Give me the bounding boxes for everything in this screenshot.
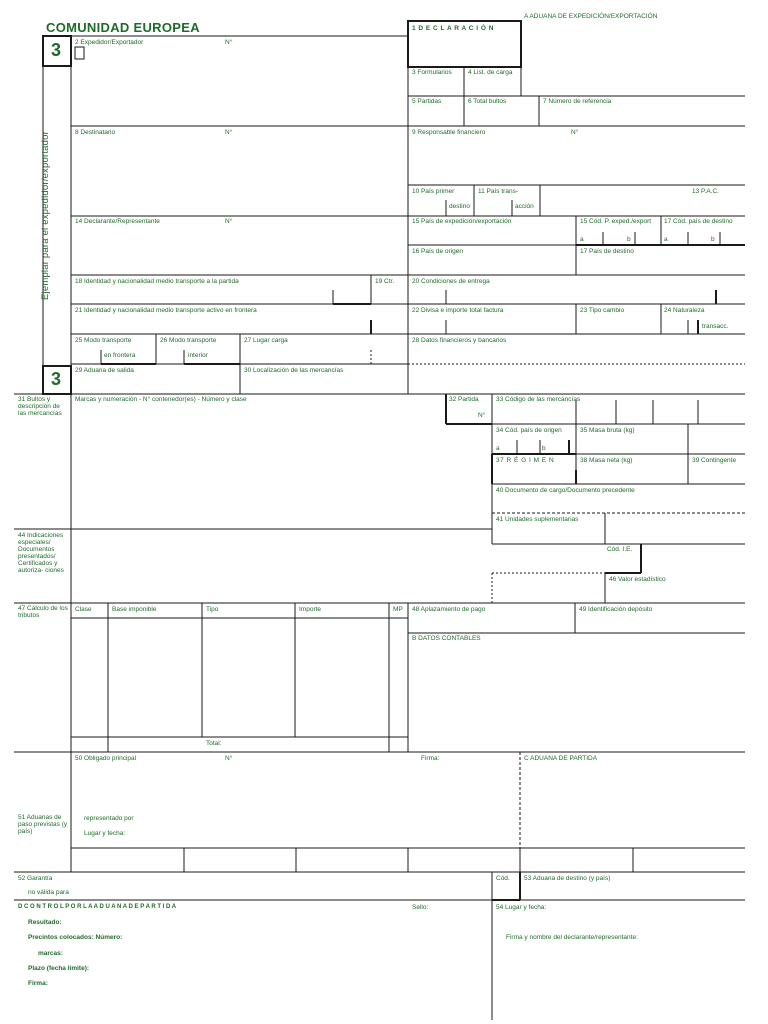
field-8-no-label: N° (225, 129, 233, 136)
field-7-label: 7 Número de referencia (543, 98, 612, 105)
field-24-label: 24 Naturaleza (664, 307, 705, 314)
field-52-label: 52 Garantía (18, 875, 53, 882)
field-15a: a (580, 236, 584, 243)
field-53-label: 53 Aduana de destino (y país) (524, 875, 611, 882)
field-9-label: 9 Responsable financiero (412, 129, 486, 136)
copy-label: Ejemplar para el expedidor/exportador (40, 131, 51, 300)
field-40-label: 40 Documento de cargo/Documento precedente (496, 487, 635, 494)
field-15b: b (627, 236, 631, 243)
field-33-label: 33 Código de las mercancías (496, 396, 581, 403)
field-6-label: 6 Total bultos (468, 98, 507, 105)
field-21-label: 21 Identidad y nacionalidad medio transporte activo en frontera (75, 307, 257, 314)
field-11-label: 11 País trans- (478, 188, 518, 195)
field-17-label: 17 País de destino (580, 248, 634, 255)
field-ie-code-label: Cód. I.E. (607, 546, 633, 553)
field-3-label: 3 Formularios (412, 69, 452, 76)
field-26-sub: interior (188, 352, 208, 359)
field-8-label: 8 Destinatario (75, 129, 116, 136)
accounting-data-input[interactable] (412, 645, 742, 749)
field-10-sub: destino (449, 203, 470, 210)
place-date-label: Lugar y fecha: (84, 830, 126, 837)
field-49-label: 49 Identificación depósito (579, 606, 653, 613)
seal-marks-label: marcas: (38, 950, 63, 957)
represented-by-label: representado por (84, 815, 134, 822)
not-valid-for-label: no válida para (28, 889, 69, 896)
field-29-label: 29 Aduana de salida (75, 367, 134, 374)
declarant-input[interactable] (75, 230, 405, 272)
field-23-label: 23 Tipo cambio (580, 307, 625, 314)
deadline-label: Plazo (fecha límite): (28, 965, 90, 972)
field-52-code-label: Cód. (496, 875, 510, 882)
copy-number-top: 3 (51, 40, 62, 60)
field-51-label: 51 Aduanas de paso previstas (y país) (18, 814, 68, 835)
field-19-label: 19 Ctr. (375, 278, 395, 285)
field-22-label: 22 Divisa e importe total factura (412, 307, 504, 314)
tax-class-header: Clase (75, 606, 92, 613)
field-54-signature-label: Firma y nombre del declarante/representante: (506, 934, 638, 941)
control-signature-label: Firma: (28, 980, 48, 987)
tax-rate-header: Tipo (206, 606, 219, 613)
field-16-label: 16 País de origen (412, 248, 463, 255)
field-32-label: 32 Partida (449, 396, 479, 403)
copy-number-bottom: 3 (51, 369, 62, 389)
field-4-label: 4 List. de carga (468, 69, 513, 76)
field-34a: a (496, 445, 500, 452)
field-5-label: 5 Partidas (412, 98, 442, 105)
form-title: COMUNIDAD EUROPEA (46, 20, 200, 35)
consignee-input[interactable] (75, 140, 405, 212)
goods-description-input[interactable] (75, 410, 440, 525)
tax-total-label: Total: (206, 740, 222, 747)
result-label: Resultado: (28, 919, 62, 926)
field-30-label: 30 Localización de las mercancías (244, 367, 344, 374)
field-31-marks-label: Marcas y numeración - N° contenedor(es) - Número y clase (75, 396, 247, 403)
field-17b: b (711, 236, 715, 243)
field-54-label: 54 Lugar y fecha: (496, 904, 547, 911)
field-48-label: 48 Aplazamiento de pago (412, 606, 486, 613)
field-20-label: 20 Condiciones de entrega (412, 278, 490, 285)
box-a-label: A ADUANA DE EXPEDICIÓN/EXPORTACIÓN (524, 13, 658, 20)
field-38-label: 38 Masa neta (kg) (580, 457, 633, 464)
field-34b: b (542, 445, 546, 452)
field-d-label: D C O N T R O L P O R L A A D U A N A D E P A R T I D A (18, 904, 177, 910)
field-2-no-label: N° (225, 39, 233, 46)
field-27-label: 27 Lugar carga (244, 337, 288, 344)
stamp-label: Sello: (412, 904, 429, 911)
field-14-no-label: N° (225, 218, 233, 225)
field-17a: a (664, 236, 668, 243)
field-34-label: 34 Cód. país de origen (496, 427, 562, 434)
field-50-label: 50 Obligado principal (75, 755, 137, 762)
field-10-label: 10 País primer (412, 188, 455, 195)
field-35-label: 35 Masa bruta (kg) (580, 427, 635, 434)
tax-mp-header: MP (393, 606, 403, 613)
field-50-no-label: N° (225, 755, 233, 762)
field-47-label: 47 Cálculo de los tributos (18, 605, 68, 619)
field-b-label: B DATOS CONTABLES (412, 635, 481, 642)
field-37-label: 37 R É G I M E N (496, 457, 555, 464)
field-17-code-label: 17 Cód. país de destino (664, 218, 733, 225)
seals-label: Precintos colocados: Número: (28, 934, 123, 941)
tax-amount-header: Importe (299, 606, 322, 613)
exporter-input[interactable] (75, 62, 405, 122)
tax-base-header: Base imponible (112, 606, 157, 613)
field-31-label: 31 Bultos y descripción de las mercancías (18, 396, 62, 417)
field-11-sub: acción (515, 203, 534, 210)
field-9-no-label: N° (571, 129, 579, 136)
field-24-sub: transacc. (702, 323, 729, 330)
declaration-label: 1 D E C L A R A C I Ó N (412, 25, 494, 32)
field-18-label: 18 Identidad y nacionalidad medio transporte a la partida (75, 278, 239, 285)
field-44-label: 44 Indicaciones especiales/ Documentos presentados/ Certificados y autoriza- ciones (18, 532, 64, 574)
field-50-signature-label: Firma: (421, 755, 440, 762)
field-15-code-label: 15 Cód. P. exped./export (580, 218, 652, 225)
field-28-label: 28 Datos financieros y bancarios (412, 337, 507, 344)
field-25-label: 25 Modo transporte (75, 337, 132, 344)
field-26-label: 26 Modo transporte (160, 337, 217, 344)
field-41-label: 41 Unidades suplementarias (496, 516, 579, 523)
field-c-label: C ADUANA DE PARTIDA (524, 755, 598, 762)
field-32-no-label: N° (478, 412, 486, 419)
field-2-label: 2 Expedidor/Exportador (75, 39, 144, 46)
field-14-label: 14 Declarante/Representante (75, 218, 160, 225)
field-46-label: 46 Valor estadístico (609, 576, 666, 583)
field-25-sub: en frontera (104, 352, 136, 359)
field-15-label: 15 País de expedición/exportación (412, 218, 512, 225)
field-39-label: 39 Contingente (692, 457, 737, 464)
field-13-label: 13 P.A.C. (692, 188, 719, 195)
